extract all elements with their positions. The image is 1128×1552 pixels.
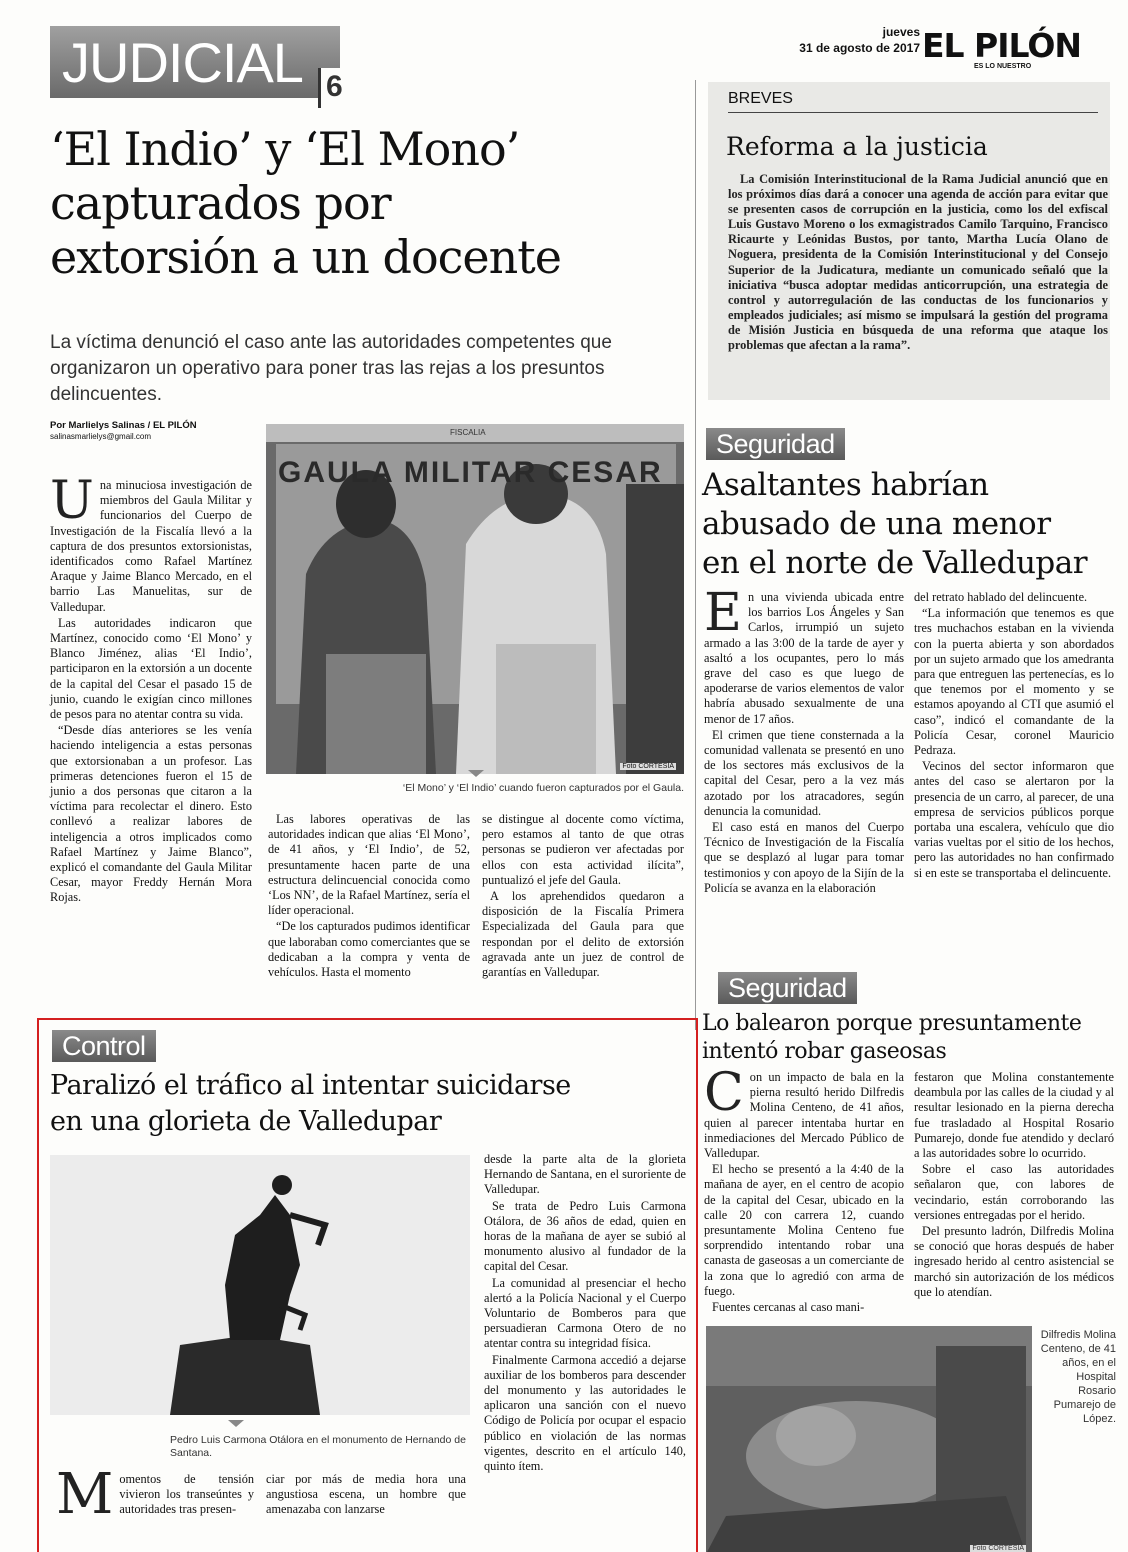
seguridad2-headline-line1: Lo balearon porque presuntamente xyxy=(702,1011,1082,1036)
main-headline-line1: ‘El Indio’ y ‘El Mono’ xyxy=(50,122,520,176)
seguridad2-col1-p2: El hecho se presentó a la 4:40 de la mañana de ayer, en el centro de acopio de la capital del Cesar, ubicado en la calle 20 con carrera 12, cuando presuntamente Molina Centeno fue sorprendido intentando robar una canasta de gaseosas a un comerciante de la zona que lo agredió con arma de fuego. xyxy=(704,1162,904,1298)
main-col3-p2: A los aprehendidos quedaron a disposición de la Fiscalía Primera Especializada del Gaula para que respondan por el delito de extorsión agravada ante un juez de control de garantías en Valledupar. xyxy=(482,889,684,980)
breves-label: BREVES xyxy=(728,90,793,107)
control-headline-line2: en una glorieta de Valledupar xyxy=(50,1106,442,1137)
main-col1-p3: “Desde días anteriores se les venía haciendo inteligencia a estas personas que extorsionaban a un profesor. Las primeras detenciones fueron el 15 de junio a dos personas que citaron a la víctima para recolectar el dinero. Esto conllevó a realizar labores de inteligencia a otros implicados como Rafael Martínez y Jaime Blanco”, explicó el comandante del Gaula Militar Cesar, mayor Freddy Hernán Mora Rojas. xyxy=(50,723,252,905)
main-col2 xyxy=(268,812,470,981)
control-banner: Control xyxy=(52,1030,156,1062)
seguridad1-col1-p3: El caso está en manos del Cuerpo Técnico de Investigación de la Fiscalía que se desplazó al lugar para tomar testimonios y con apoyo de la Sijín de la Policía se avanza en la elaboración xyxy=(704,820,904,895)
main-photo-caption: ‘El Mono’ y ‘El Indio’ cuando fueron capturados por el Gaula. xyxy=(402,782,684,794)
breves-underline xyxy=(728,112,1098,113)
control-right-p3: La comunidad al presenciar el hecho alertó a la Policía Nacional y el Cuerpo Voluntario de Bomberos para que persuadieran Carmona Otero de no atentar contra su integridad física. xyxy=(484,1275,686,1351)
seguridad1-col1-p2: El crimen que tiene consternada a la comunidad vallenata se presentó en uno de los sectores más exclusivos de la capital del Cesar, pero a la vez más azotado por los atracadores, según denuncia la comunidad. xyxy=(704,727,904,818)
seguridad2-col1-p3: Fuentes cercanas al caso mani- xyxy=(712,1300,865,1315)
main-col2-p2: “De los capturados pudimos identificar que laboraban como comerciantes que se dedicaban a la compra y venta de vehículos. Hasta el momento xyxy=(268,919,470,980)
main-col1-p2: Las autoridades indicaron que Martínez, conocido como ‘El Mono’ y Blanco Jiménez, alias ‘El Indio’, participaron en la extorsión a un docente de la capital del Cesar el pasado 15 de junio, cuando le exigían cinco millones de pesos para no atentar contra su vida. xyxy=(50,615,252,722)
seguridad2-photo xyxy=(706,1326,1032,1552)
breves-box xyxy=(708,82,1110,400)
seguridad1-dropcap: E xyxy=(704,583,742,643)
control-bottom-col1-p: omentos de tensión vivieron los transeúntes y autoridades tras presen- xyxy=(119,1472,254,1517)
main-col2-p1: Las labores operativas de las autoridades indican que alias ‘El Mono’, de 41 años, y ‘El Indio’, de 52, presuntamente hacen parte de una estructura delincuencial conocida como ‘Los NN’, de la Rafael Martínez, sería el líder operacional. xyxy=(268,812,470,918)
control-bottom-col2-p: ciar por más de media hora una angustiosa escena, un hombre que amenazaba con lanzarse xyxy=(266,1472,466,1517)
control-photo xyxy=(50,1155,470,1415)
control-right-p4: Finalmente Carmona accedió a dejarse auxiliar de los bomberos para descender del monumento y las autoridades le aplicaron una sanción con el nuevo Código de Policía por ocupar el espacio público en violación de las normas vigentes, descrito en el artículo 140, quinto ítem. xyxy=(484,1352,686,1474)
seguridad2-photo-credit: Foto CORTESÍA xyxy=(972,1545,1024,1552)
section-title: JUDICIAL xyxy=(62,31,303,94)
main-col1-p1: na minuciosa investigación de miembros del Gaula Militar y funcionarios del Cuerpo de Investigación de la Fiscalía llevó a la captura de dos presuntos extorsionistas, identificados como Rafael Martínez Araque y Jaime Blanco Mercado, en el barrio Las Manuelitas, sur de Valledupar. xyxy=(50,478,252,614)
seguridad1-headline-line3: en el norte de Valledupar xyxy=(702,545,1088,581)
byline-author: Por Marlielys Salinas / EL PILÓN xyxy=(50,420,197,431)
header-day: jueves xyxy=(882,25,920,39)
seguridad1-col1-p1: n una vivienda ubicada entre los barrios Los Ángeles y San Carlos, irrumpió un sujeto armado a las 3:00 de la tarde de ayer y asaltó a los ocupantes, pero lo más grave del caso es que luego de apoderarse de varios elementos de valor habría abusado sexualmente de una menor de 17 años. xyxy=(704,590,904,726)
breves-body: La Comisión Interinstitucional de la Rama Judicial anunció que en los próximos días dará a conocer una agenda de acción para evitar que se presenten casos de corrupción en la justicia, como los del exfiscal Luis Gustavo Moreno o los exmagistrados Camilo Tarquino, Francisco Ricaurte y Leónidas Bustos, por tanto, Martha Lucía Olano de Noguera, presidenta de la Comisión Interinstitucional y del Consejo Superior de la Judicatura, mediante un comunicado señaló que la iniciativa “busca adoptar medidas anticorrupción, una estrategia de control y autorregulación de las conductas de los funcionarios y empleados judiciales; así mismo se impulsará la gestión del programa de Misión Justicia en búsqueda de una reforma que ataque los problemas que afectan a la rama”. xyxy=(728,172,1108,353)
main-col3 xyxy=(482,812,684,981)
page-number: 6 xyxy=(326,70,343,103)
hospital-photo-illustration xyxy=(706,1326,1032,1552)
seguridad2-headline-line2: intentó robar gaseosas xyxy=(702,1039,947,1064)
header-date-block xyxy=(770,24,920,56)
control-bottom-col2 xyxy=(266,1472,466,1519)
control-right-col xyxy=(484,1152,686,1475)
seguridad2-col2-p2: Sobre el caso las autoridades señalaron que, con labores de vecindario, están corroborando las versiones entregadas por el herido. xyxy=(914,1162,1114,1222)
page-number-box xyxy=(318,68,356,108)
seguridad1-headline-line2: abusado de una menor xyxy=(702,506,1051,542)
main-headline-line2: capturados por xyxy=(50,176,391,230)
control-caption-marker-icon xyxy=(228,1420,244,1427)
masthead-logo xyxy=(922,26,1112,70)
control-headline xyxy=(50,1068,690,1140)
seguridad1-col2-p2: “La información que tenemos es que tres muchachos estaban en la vivienda con la puerta abierta y son abordados por un sujeto armado que los amedranta para que entreguen las pertenecías, es lo que tenemos por el momento y se estamos apoyando al CTI que asumió el caso”, indicó el comandante de la Policía Cesar, coronel Mauricio Pedraza. xyxy=(914,606,1114,758)
seguridad2-col2 xyxy=(914,1070,1114,1301)
seguridad2-photo-caption: Dilfredis Molina Centeno, de 41 años, en el Hospital Rosario Pumarejo de López. xyxy=(1040,1329,1116,1425)
byline xyxy=(50,420,250,441)
seguridad1-col2-p3: Vecinos del sector informaron que antes del caso se alertaron por la presencia de un carro, al parecer, de una empresa de servicios públicos porque portaba una escalera, vehículo que dio varias vueltas por el sitio de los hechos, pero las autoridades no han confirmado si en este se transportaba el delincuente. xyxy=(914,759,1114,880)
control-right-p2: Se trata de Pedro Luis Carmona Otálora, de 36 años de edad, quien en horas de la mañana de ayer se subió al monumento alusivo al fundador de la capital del Cesar. xyxy=(484,1198,686,1274)
seguridad1-headline-line1: Asaltantes habrían xyxy=(702,467,989,503)
seguridad2-headline xyxy=(702,1010,1122,1066)
photo-sign-small: FISCALIA xyxy=(450,428,486,437)
control-headline-line1: Paralizó el tráfico al intentar suicidarse xyxy=(50,1070,571,1101)
monument-photo-illustration xyxy=(50,1155,470,1415)
seguridad1-col2-p1: del retrato hablado del delincuente. xyxy=(914,590,1088,604)
masthead-tagline: ES LO NUESTRO xyxy=(974,63,1032,70)
main-photo xyxy=(266,424,684,774)
main-headline-line3: extorsión a un docente xyxy=(50,230,561,284)
column-divider xyxy=(695,80,696,1030)
header-date: 31 de agosto de 2017 xyxy=(799,41,920,55)
breves-headline: Reforma a la justicia xyxy=(726,132,988,161)
seguridad1-col1 xyxy=(704,583,904,897)
main-dropcap: U xyxy=(50,471,94,531)
seguridad2-col2-p1: festaron que Molina constantemente deambula por las calles de la ciudad y al resultar lesionado en la pierna derecha fue trasladado al Hospital Rosario Pumarejo, donde fue atendido y declaró a las autoridades sobre lo ocurrido. xyxy=(914,1070,1114,1161)
byline-email: salinasmarlielys@gmail.com xyxy=(50,432,152,441)
seguridad2-col1-p1: on un impacto de bala en la pierna resultó herido Dilfredis Molina Centeno, de 41 años, quien al parecer intentaba hurtar en inmediaciones del Mercado Público de Valledupar. xyxy=(704,1070,904,1161)
seguridad2-banner: Seguridad xyxy=(718,972,857,1004)
seguridad2-col2-p3: Del presunto ladrón, Dilfredis Molina se conoció que horas después de haber ingresado herido al centro asistencial se marchó sin autorización de los médicos que lo atendían. xyxy=(914,1224,1114,1299)
photo-credit: Foto CORTESÍA xyxy=(622,763,674,770)
masthead-name: EL PILÓN xyxy=(922,26,1082,65)
section-header xyxy=(50,26,340,98)
seguridad1-banner: Seguridad xyxy=(706,428,845,460)
seguridad1-headline xyxy=(702,466,1122,583)
control-dropcap: M xyxy=(56,1462,114,1527)
main-col1 xyxy=(50,471,252,907)
caption-marker-icon xyxy=(468,770,484,777)
seguridad2-col1 xyxy=(704,1063,904,1316)
seguridad2-dropcap: C xyxy=(704,1063,744,1123)
photo-sign-text: GAULA MILITAR CESAR xyxy=(278,456,663,489)
control-photo-caption: Pedro Luis Carmona Otálora en el monumento de Hernando de Santana. xyxy=(170,1434,466,1459)
control-right-p1: desde la parte alta de la glorieta Hernando de Santana, en el suroriente de Valledupar. xyxy=(484,1152,686,1197)
main-deck: La víctima denunció el caso ante las autoridades competentes que organizaron un operativo para poner tras las rejas a los presuntos delincuentes. xyxy=(50,332,612,405)
main-headline xyxy=(50,122,690,284)
control-bottom-col1 xyxy=(56,1462,254,1527)
seguridad1-col2 xyxy=(914,590,1114,882)
main-col3-p1: se distingue al docente como víctima, pero estamos al tanto de que otras personas se pudieron ver afectadas por ellos con esta actividad ilícita”, puntualizó el jefe del Gaula. xyxy=(482,812,684,887)
